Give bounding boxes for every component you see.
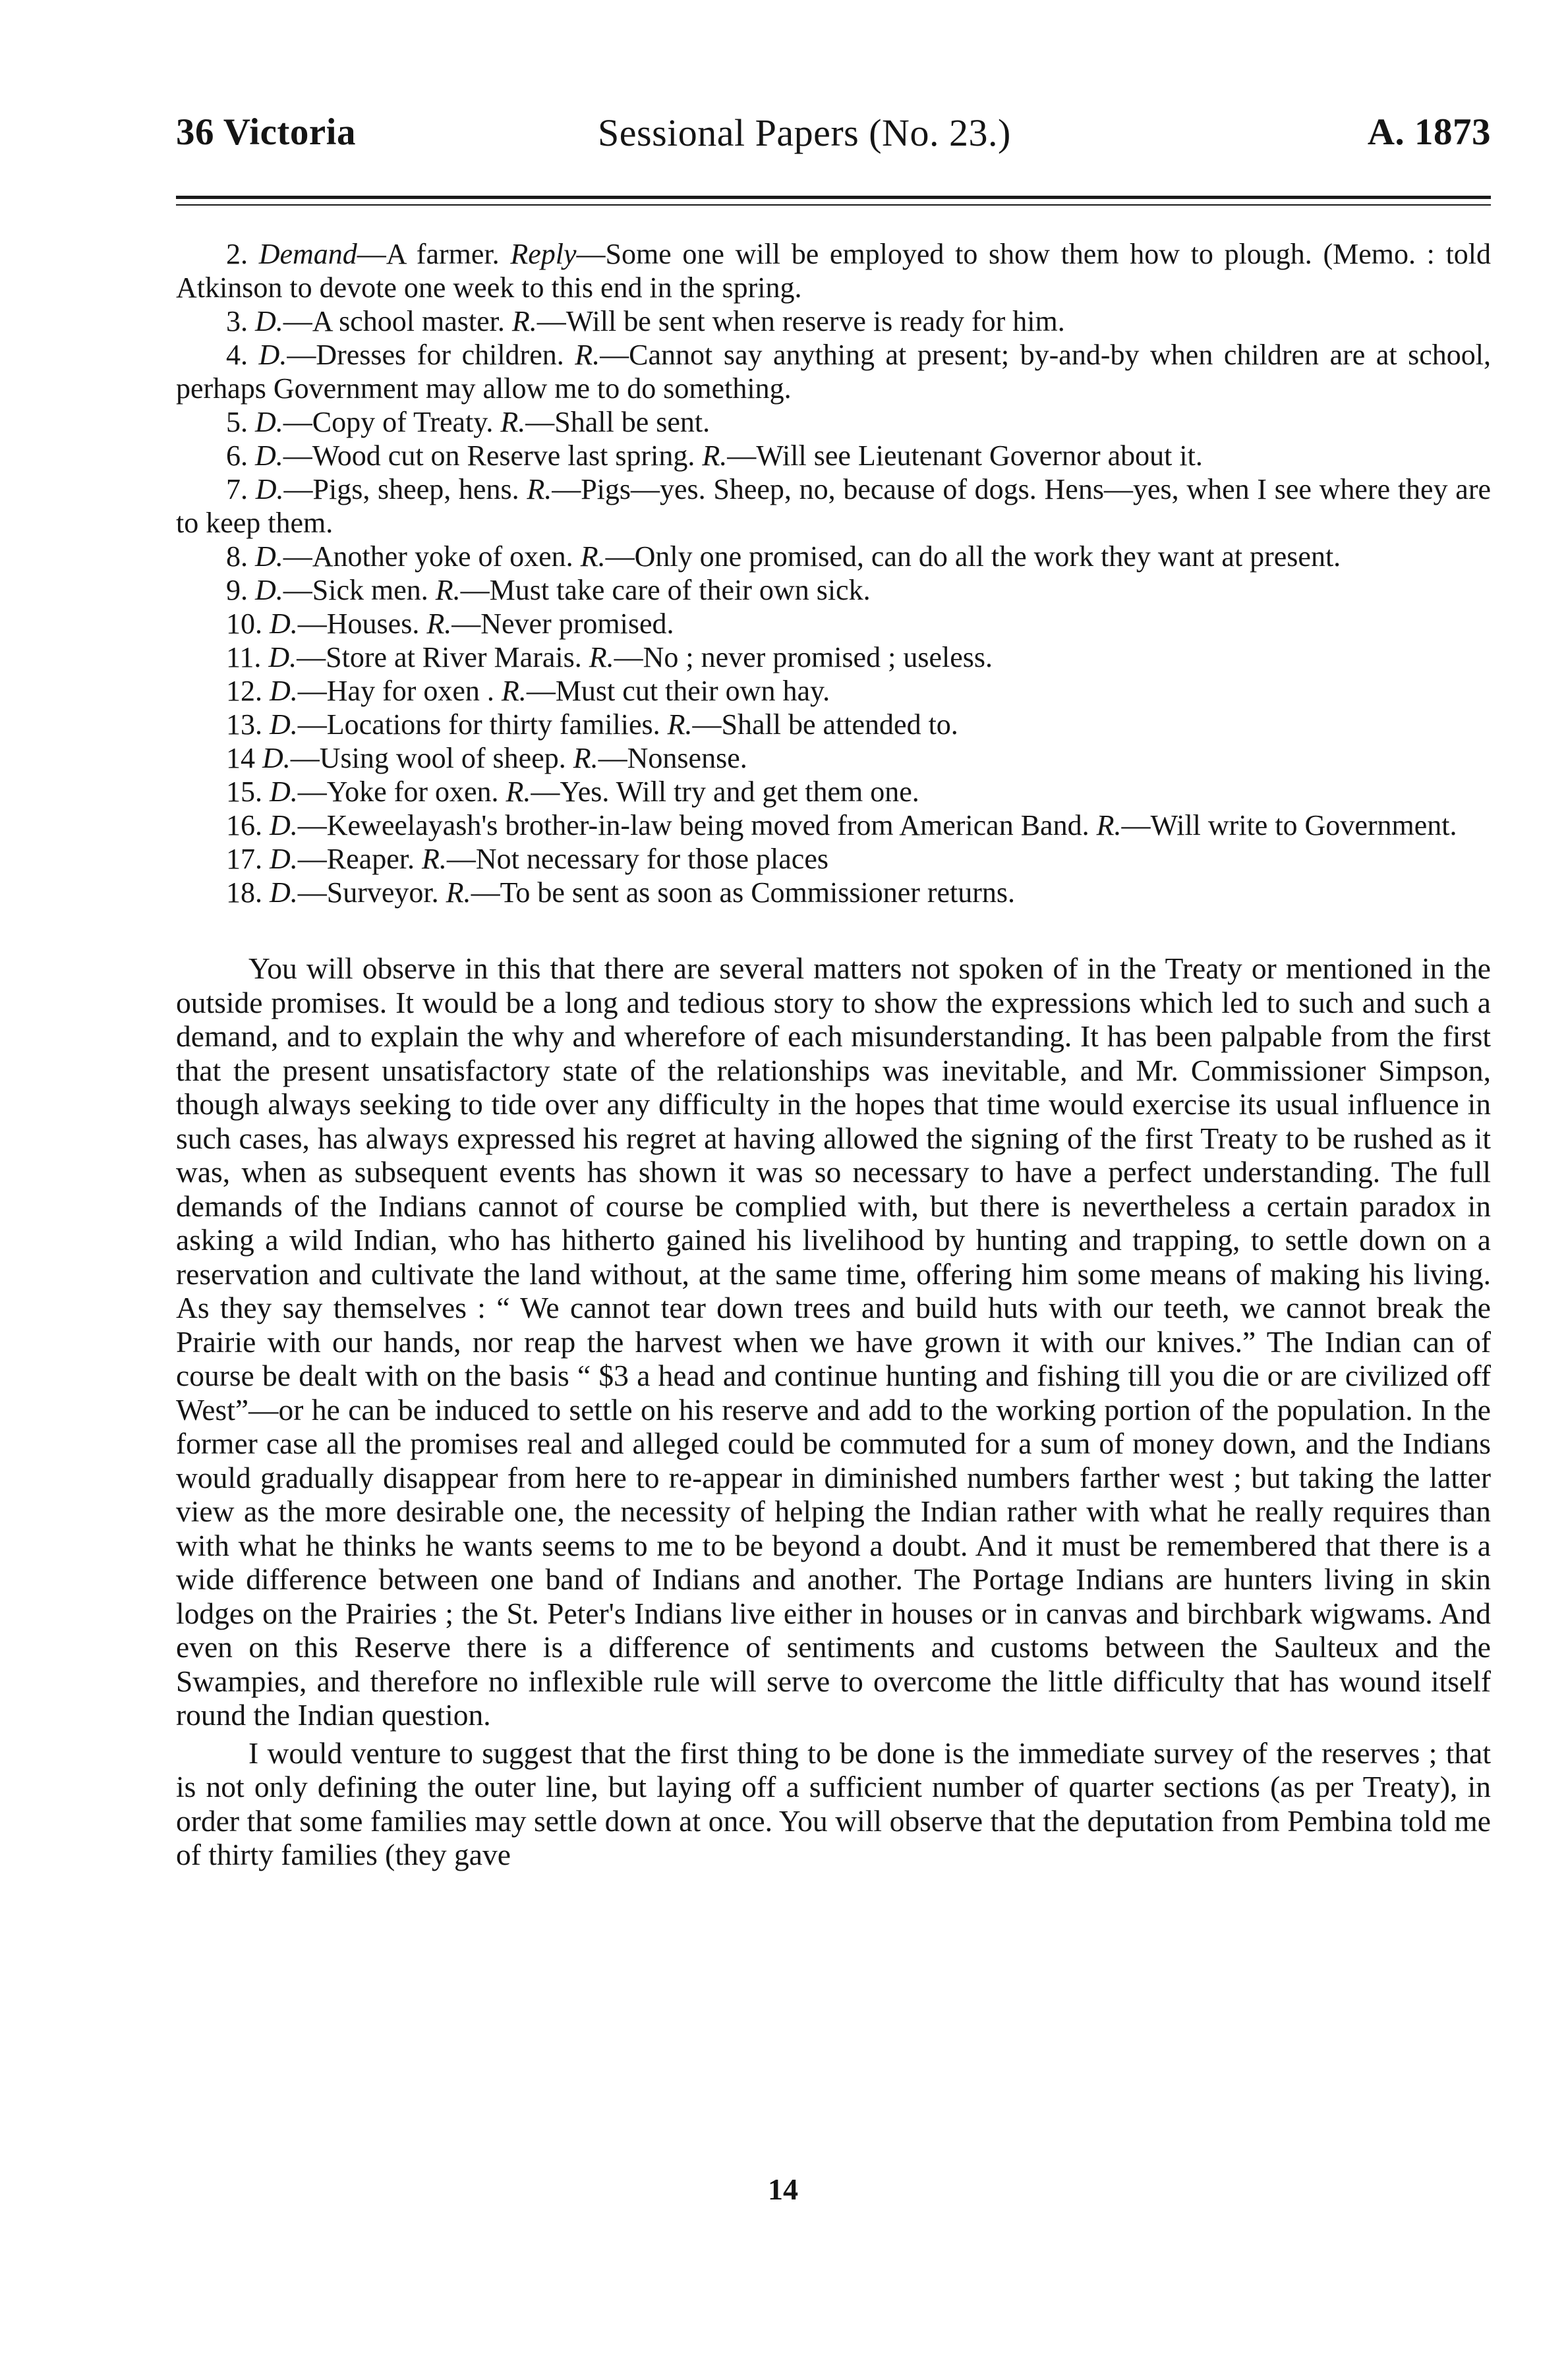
demand-reply-item — [176, 338, 1491, 405]
demand-text: —Pigs, sheep, hens. — [283, 473, 519, 505]
demand-reply-item — [176, 808, 1491, 842]
demand-reply-item — [176, 741, 1491, 775]
demand-reply-item — [176, 640, 1491, 674]
demand-text: —Houses. — [297, 608, 420, 640]
demand-reply-item — [176, 573, 1491, 607]
demand-text: —Wood cut on Reserve last spring. — [283, 439, 695, 472]
reply-text: —To be sent as soon as Commissioner returns. — [471, 876, 1016, 909]
item-number: 6. — [226, 439, 248, 472]
reply-text: —Must cut their own hay. — [526, 675, 830, 707]
reply-text: —Will be sent when reserve is ready for him. — [536, 305, 1065, 337]
demand-reply-item — [176, 842, 1491, 876]
demand-text: —Surveyor. — [297, 876, 439, 909]
demand-label: Demand — [258, 238, 357, 270]
reply-label: R. — [573, 742, 598, 774]
reply-text: —Will see Lieutenant Governor about it. — [727, 439, 1203, 472]
reply-label: R. — [580, 540, 606, 573]
demand-text: —Hay for oxen . — [297, 675, 494, 707]
demand-label: D. — [270, 843, 298, 875]
demand-reply-item — [176, 540, 1491, 573]
item-number: 5. — [226, 406, 248, 438]
reply-label: R. — [702, 439, 728, 472]
demand-label: D. — [270, 809, 298, 841]
demand-reply-item — [176, 237, 1491, 304]
reply-label: R. — [421, 843, 447, 875]
demand-label: D. — [262, 742, 291, 774]
demand-label: D. — [255, 439, 283, 472]
demand-text: —Another yoke of oxen. — [283, 540, 573, 573]
demand-label: D. — [268, 641, 297, 673]
reply-text: —Cannot say anything at present; by-and-by when children are at school, perhaps Government may allow me to do something. — [176, 339, 1491, 405]
reply-text: —Not necessary for those places — [446, 843, 828, 875]
item-number: 8. — [226, 540, 248, 573]
item-number: 17. — [226, 843, 262, 875]
item-number: 3. — [226, 305, 248, 337]
demand-text: —A farmer. — [357, 238, 500, 270]
reply-label: R. — [1096, 809, 1122, 841]
header-title: Sessional Papers (No. 23.) — [598, 111, 1011, 154]
body-text — [176, 237, 1491, 1872]
reply-label: R. — [575, 339, 600, 371]
item-number: 13. — [226, 708, 262, 741]
reply-text: —Pigs—yes. Sheep, no, because of dogs. Hens—yes, when I see where they are to keep them. — [176, 473, 1492, 539]
reply-text: —Never promised. — [451, 608, 674, 640]
demand-reply-item — [176, 876, 1491, 909]
reply-text: —Must take care of their own sick. — [460, 574, 871, 606]
demand-label: D. — [255, 406, 283, 438]
item-number: 14 — [226, 742, 255, 774]
item-number: 9. — [226, 574, 248, 606]
demand-text: —Using wool of sheep. — [290, 742, 566, 774]
demand-label: D. — [270, 776, 298, 808]
demand-text: —Reaper. — [297, 843, 415, 875]
reply-text: —No ; never promised ; useless. — [614, 641, 993, 673]
reply-text: —Only one promised, can do all the work they want at present. — [605, 540, 1341, 573]
reply-label: R. — [501, 675, 527, 707]
item-number: 7. — [226, 473, 248, 505]
reply-text: —Nonsense. — [598, 742, 747, 774]
demand-reply-item — [176, 439, 1491, 472]
item-number: 10. — [226, 608, 262, 640]
item-number: 4. — [226, 339, 248, 371]
reply-label: R. — [667, 708, 693, 741]
item-number: 2. — [226, 238, 248, 270]
reply-label: Reply — [510, 238, 577, 270]
reply-text: —Will write to Government. — [1121, 809, 1457, 841]
item-number: 16. — [226, 809, 262, 841]
item-number: 15. — [226, 776, 262, 808]
page-number: 14 — [768, 2172, 798, 2206]
reply-label: R. — [500, 406, 526, 438]
demand-reply-item — [176, 708, 1491, 741]
demand-label: D. — [270, 608, 298, 640]
item-number: 12. — [226, 675, 262, 707]
item-number: 11. — [226, 641, 262, 673]
demand-reply-item — [176, 304, 1491, 338]
demand-label: D. — [270, 708, 298, 741]
reply-label: R. — [506, 776, 531, 808]
demand-label: D. — [270, 675, 298, 707]
demand-text: —Keweelayash's brother-in-law being moved from American Band. — [297, 809, 1089, 841]
reply-label: R. — [589, 641, 614, 673]
demand-text: —Yoke for oxen. — [297, 776, 499, 808]
item-number: 18. — [226, 876, 262, 909]
reply-text: —Shall be sent. — [525, 406, 710, 438]
header-year: A. 1873 — [1367, 111, 1491, 153]
reply-label: R. — [446, 876, 471, 909]
demand-reply-item — [176, 472, 1491, 540]
running-head — [176, 111, 1491, 163]
reply-label: R. — [426, 608, 452, 640]
reply-text: —Some one will be employed to show them how to plough. (Memo. : told Atkinson to devote one week to this end in the spring. — [176, 238, 1492, 304]
reply-label: R. — [435, 574, 461, 606]
header-rule-thin — [176, 204, 1491, 206]
paragraph: I would venture to suggest that the first thing to be done is the immediate survey of the reserves ; that is not only defining the outer line, but laying off a sufficient number of quarter sections (as per Treaty), in order that some families may settle down at once. You will observe that the deputation from Pembina told me of thirty families (they gave — [176, 1736, 1491, 1871]
demand-text: —Copy of Treaty. — [283, 406, 494, 438]
demand-label: D. — [255, 574, 283, 606]
reply-label: R. — [511, 305, 537, 337]
demand-reply-item — [176, 405, 1491, 439]
demand-text: —Store at River Marais. — [297, 641, 582, 673]
demand-reply-item — [176, 607, 1491, 640]
paragraph: You will observe in this that there are several matters not spoken of in the Treaty or mentioned in the outside promises. It would be a long and tedious story to show the expressions which led to such and such a demand, and to explain the why and wherefore of each misunderstanding. It has been palpable from the first that the present unsatisfactory state of the relationships was inevitable, and Mr. Commissioner Simpson, though always seeking to tide over any difficulty in the hopes that time would exercise its usual influence in such cases, has always expressed his regret at having allowed the signing of the first Treaty to be rushed as it was, when as subsequent events has shown it was so necessary to have a perfect understanding. The full demands of the Indians cannot of course be complied with, but there is nevertheless a certain paradox in asking a wild Indian, who has hitherto gained his livelihood by hunting and trapping, to settle down on a reservation and cultivate the land without, at the same time, offering him some means of making his living. As they say themselves : “ We cannot tear down trees and build huts with our teeth, we cannot break the Prairie with our hands, nor reap the harvest when we have grown it with our knives.” The Indian can of course be dealt with on the basis “ $3 a head and continue hunting and fishing till you die or are civilized off West”—or he can be induced to settle on his reserve and add to the working portion of the population. In the former case all the promises real and alleged could be commuted for a sum of money down, and the Indians would gradually disappear from here to re-appear in diminished numbers farther west ; but taking the latter view as the more desirable one, the necessity of helping the Indian rather with what he really requires than with what he thinks he wants seems to me to be beyond a doubt. And it must be remembered that there is a wide difference between one band of Indians and another. The Portage Indians are hunters living in skin lodges on the Prairies ; the St. Peter's Indians live either in houses or in canvas and birchbark wigwams. And even on this Reserve there is a difference of sentiments and customs between the Saulteux and the Swampies, and therefore no inflexible rule will serve to overcome the little difficulty that has wound itself round the Indian question. — [176, 951, 1491, 1732]
demand-text: —Locations for thirty families. — [297, 708, 660, 741]
demand-label: D. — [255, 540, 283, 573]
demand-text: —Sick men. — [283, 574, 428, 606]
header-volume: 36 Victoria — [176, 111, 357, 153]
demand-text: —A school master. — [283, 305, 505, 337]
demand-reply-list — [176, 237, 1491, 909]
demand-label: D. — [270, 876, 298, 909]
header-rule-thick — [176, 196, 1491, 199]
reply-text: —Shall be attended to. — [692, 708, 958, 741]
demand-label: D. — [255, 305, 283, 337]
demand-text: —Dresses for children. — [287, 339, 564, 371]
demand-label: D. — [258, 339, 287, 371]
demand-reply-item — [176, 775, 1491, 808]
demand-reply-item — [176, 674, 1491, 708]
reply-label: R. — [527, 473, 552, 505]
demand-label: D. — [255, 473, 284, 505]
reply-text: —Yes. Will try and get them one. — [531, 776, 919, 808]
